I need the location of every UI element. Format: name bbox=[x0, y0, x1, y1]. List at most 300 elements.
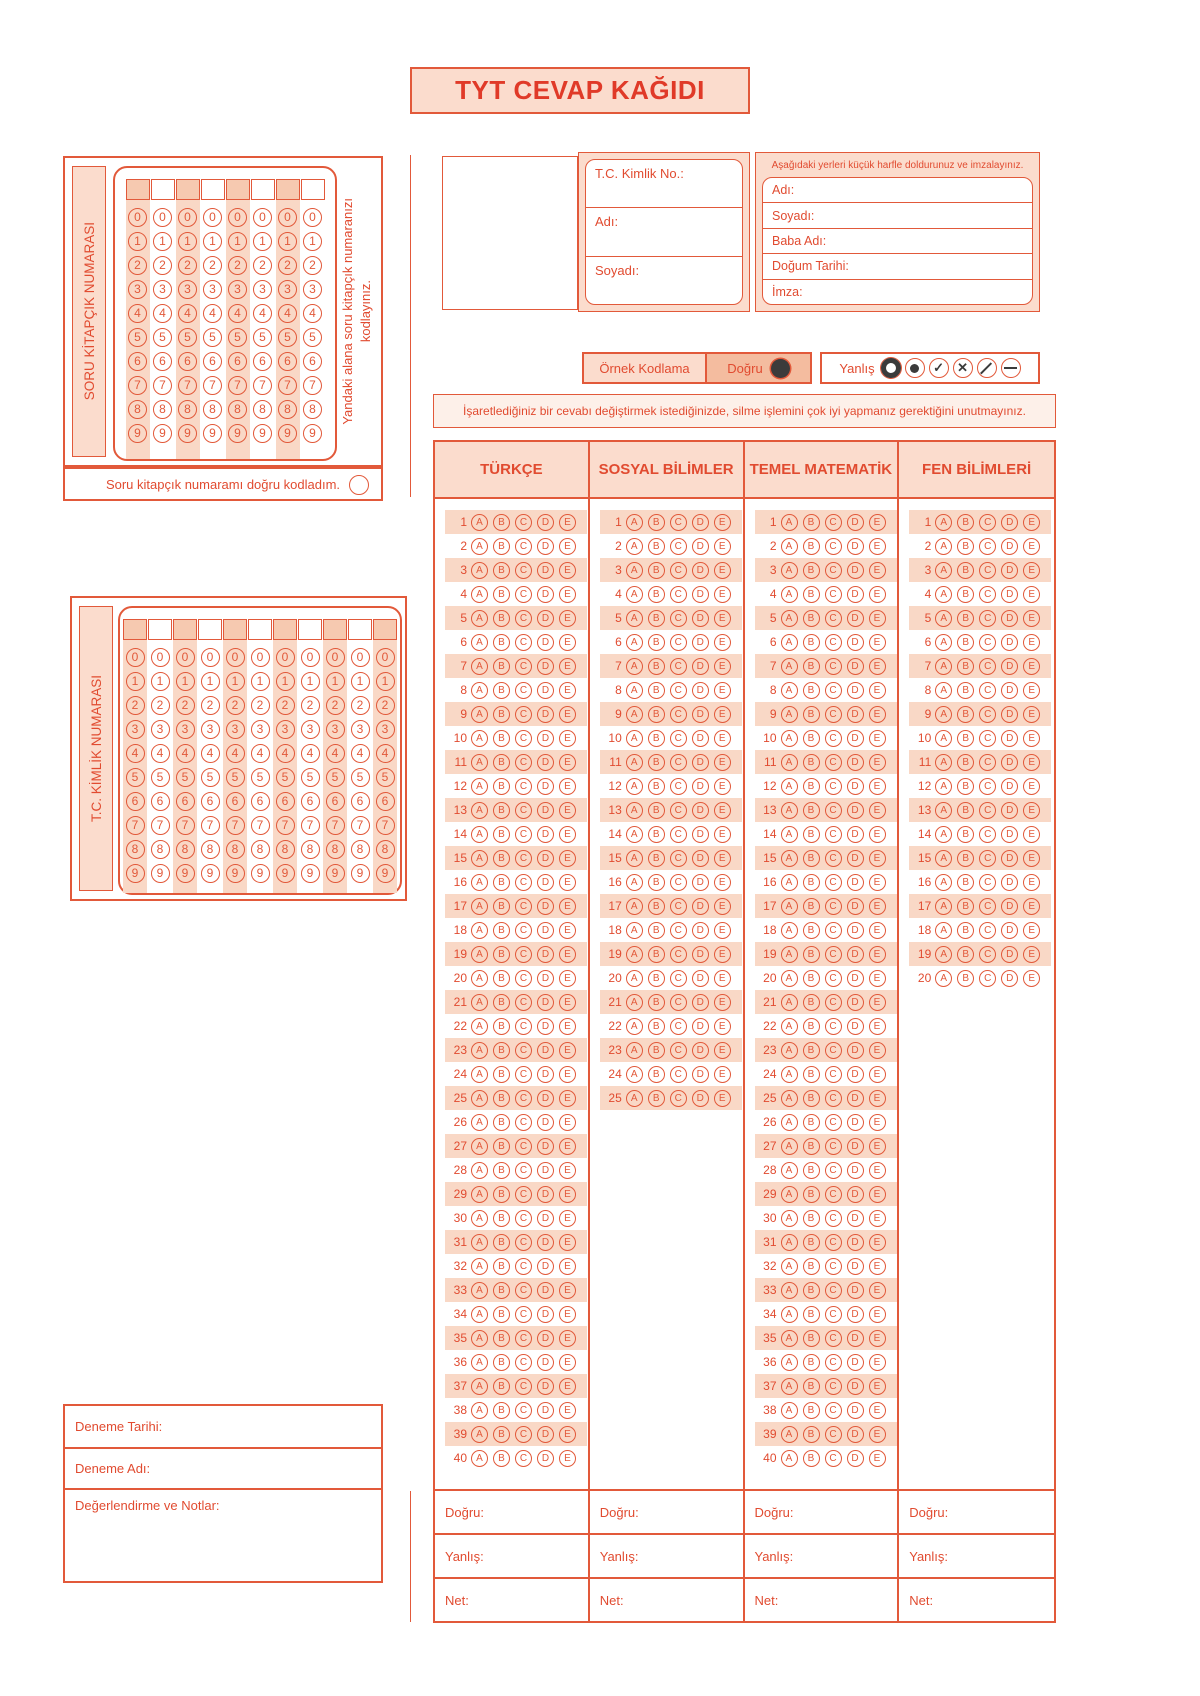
identity-digit-bubble-3[interactable]: 3 bbox=[176, 720, 195, 739]
option-bubble-e[interactable]: E bbox=[1023, 778, 1040, 795]
option-bubble-b[interactable]: B bbox=[803, 1450, 820, 1467]
option-bubble-a[interactable]: A bbox=[781, 1210, 798, 1227]
option-bubble-c[interactable]: C bbox=[825, 610, 842, 627]
option-bubble-e[interactable]: E bbox=[559, 682, 576, 699]
option-bubble-d[interactable]: D bbox=[537, 682, 554, 699]
option-bubble-c[interactable]: C bbox=[515, 1450, 532, 1467]
option-bubble-a[interactable]: A bbox=[471, 1066, 488, 1083]
option-bubble-c[interactable]: C bbox=[515, 1186, 532, 1203]
option-bubble-b[interactable]: B bbox=[493, 754, 510, 771]
option-bubble-b[interactable]: B bbox=[957, 898, 974, 915]
booklet-digit-bubble-0[interactable]: 0 bbox=[128, 208, 147, 227]
option-bubble-e[interactable]: E bbox=[869, 1378, 886, 1395]
option-bubble-d[interactable]: D bbox=[537, 874, 554, 891]
option-bubble-b[interactable]: B bbox=[493, 1450, 510, 1467]
identity-digit-bubble-7[interactable]: 7 bbox=[276, 816, 295, 835]
booklet-digit-bubble-0[interactable]: 0 bbox=[303, 208, 322, 227]
option-bubble-c[interactable]: C bbox=[515, 1378, 532, 1395]
option-bubble-d[interactable]: D bbox=[1001, 874, 1018, 891]
booklet-digit-bubble-9[interactable]: 9 bbox=[203, 424, 222, 443]
option-bubble-e[interactable]: E bbox=[869, 706, 886, 723]
option-bubble-e[interactable]: E bbox=[869, 634, 886, 651]
identity-digit-bubble-2[interactable]: 2 bbox=[351, 696, 370, 715]
option-bubble-a[interactable]: A bbox=[626, 682, 643, 699]
identity-digit-bubble-2[interactable]: 2 bbox=[201, 696, 220, 715]
option-bubble-b[interactable]: B bbox=[493, 682, 510, 699]
option-bubble-a[interactable]: A bbox=[626, 874, 643, 891]
option-bubble-e[interactable]: E bbox=[714, 514, 731, 531]
identity-digit-bubble-2[interactable]: 2 bbox=[251, 696, 270, 715]
option-bubble-e[interactable]: E bbox=[714, 658, 731, 675]
option-bubble-e[interactable]: E bbox=[559, 1354, 576, 1371]
identity-digit-bubble-3[interactable]: 3 bbox=[251, 720, 270, 739]
booklet-digit-bubble-5[interactable]: 5 bbox=[128, 328, 147, 347]
option-bubble-c[interactable]: C bbox=[979, 850, 996, 867]
booklet-digit-bubble-5[interactable]: 5 bbox=[253, 328, 272, 347]
option-bubble-d[interactable]: D bbox=[537, 586, 554, 603]
identity-digit-bubble-6[interactable]: 6 bbox=[176, 792, 195, 811]
option-bubble-b[interactable]: B bbox=[648, 754, 665, 771]
option-bubble-e[interactable]: E bbox=[714, 1090, 731, 1107]
option-bubble-c[interactable]: C bbox=[825, 946, 842, 963]
option-bubble-d[interactable]: D bbox=[847, 970, 864, 987]
option-bubble-c[interactable]: C bbox=[670, 922, 687, 939]
identity-digit-bubble-0[interactable]: 0 bbox=[276, 648, 295, 667]
option-bubble-c[interactable]: C bbox=[515, 1162, 532, 1179]
option-bubble-a[interactable]: A bbox=[935, 730, 952, 747]
option-bubble-b[interactable]: B bbox=[957, 658, 974, 675]
option-bubble-e[interactable]: E bbox=[559, 1426, 576, 1443]
option-bubble-b[interactable]: B bbox=[803, 682, 820, 699]
booklet-digit-bubble-2[interactable]: 2 bbox=[203, 256, 222, 275]
option-bubble-d[interactable]: D bbox=[1001, 778, 1018, 795]
option-bubble-b[interactable]: B bbox=[493, 970, 510, 987]
option-bubble-b[interactable]: B bbox=[493, 514, 510, 531]
option-bubble-b[interactable]: B bbox=[803, 1354, 820, 1371]
option-bubble-d[interactable]: D bbox=[847, 562, 864, 579]
option-bubble-d[interactable]: D bbox=[537, 850, 554, 867]
option-bubble-a[interactable]: A bbox=[781, 874, 798, 891]
option-bubble-a[interactable]: A bbox=[471, 706, 488, 723]
identity-digit-bubble-0[interactable]: 0 bbox=[176, 648, 195, 667]
option-bubble-d[interactable]: D bbox=[1001, 970, 1018, 987]
option-bubble-b[interactable]: B bbox=[803, 610, 820, 627]
option-bubble-c[interactable]: C bbox=[670, 778, 687, 795]
option-bubble-b[interactable]: B bbox=[648, 586, 665, 603]
option-bubble-d[interactable]: D bbox=[1001, 538, 1018, 555]
option-bubble-e[interactable]: E bbox=[559, 826, 576, 843]
booklet-digit-bubble-5[interactable]: 5 bbox=[303, 328, 322, 347]
identity-entry-box[interactable] bbox=[148, 619, 172, 640]
option-bubble-e[interactable]: E bbox=[714, 970, 731, 987]
option-bubble-c[interactable]: C bbox=[515, 874, 532, 891]
option-bubble-b[interactable]: B bbox=[493, 1042, 510, 1059]
booklet-digit-bubble-0[interactable]: 0 bbox=[228, 208, 247, 227]
option-bubble-d[interactable]: D bbox=[847, 1066, 864, 1083]
option-bubble-e[interactable]: E bbox=[869, 682, 886, 699]
option-bubble-b[interactable]: B bbox=[803, 826, 820, 843]
booklet-digit-bubble-4[interactable]: 4 bbox=[228, 304, 247, 323]
option-bubble-b[interactable]: B bbox=[957, 514, 974, 531]
identity-digit-bubble-1[interactable]: 1 bbox=[201, 672, 220, 691]
identity-entry-box[interactable] bbox=[198, 619, 222, 640]
option-bubble-d[interactable]: D bbox=[847, 898, 864, 915]
option-bubble-d[interactable]: D bbox=[537, 1354, 554, 1371]
booklet-digit-bubble-9[interactable]: 9 bbox=[153, 424, 172, 443]
identity-digit-bubble-6[interactable]: 6 bbox=[251, 792, 270, 811]
option-bubble-d[interactable]: D bbox=[537, 1450, 554, 1467]
booklet-digit-bubble-1[interactable]: 1 bbox=[303, 232, 322, 251]
option-bubble-e[interactable]: E bbox=[559, 1114, 576, 1131]
option-bubble-d[interactable]: D bbox=[847, 850, 864, 867]
option-bubble-e[interactable]: E bbox=[559, 1042, 576, 1059]
option-bubble-e[interactable]: E bbox=[869, 1186, 886, 1203]
option-bubble-c[interactable]: C bbox=[825, 1234, 842, 1251]
option-bubble-b[interactable]: B bbox=[803, 1306, 820, 1323]
identity-entry-box[interactable] bbox=[273, 619, 297, 640]
option-bubble-e[interactable]: E bbox=[869, 922, 886, 939]
option-bubble-e[interactable]: E bbox=[1023, 706, 1040, 723]
option-bubble-d[interactable]: D bbox=[537, 706, 554, 723]
option-bubble-e[interactable]: E bbox=[559, 754, 576, 771]
option-bubble-e[interactable]: E bbox=[559, 874, 576, 891]
option-bubble-b[interactable]: B bbox=[648, 682, 665, 699]
option-bubble-c[interactable]: C bbox=[825, 826, 842, 843]
option-bubble-e[interactable]: E bbox=[714, 1018, 731, 1035]
option-bubble-d[interactable]: D bbox=[847, 1090, 864, 1107]
option-bubble-d[interactable]: D bbox=[537, 1306, 554, 1323]
option-bubble-c[interactable]: C bbox=[670, 946, 687, 963]
identity-digit-bubble-1[interactable]: 1 bbox=[376, 672, 395, 691]
option-bubble-a[interactable]: A bbox=[781, 634, 798, 651]
option-bubble-e[interactable]: E bbox=[869, 994, 886, 1011]
option-bubble-d[interactable]: D bbox=[692, 994, 709, 1011]
option-bubble-e[interactable]: E bbox=[714, 994, 731, 1011]
option-bubble-e[interactable]: E bbox=[559, 1186, 576, 1203]
option-bubble-c[interactable]: C bbox=[670, 538, 687, 555]
identity-digit-bubble-4[interactable]: 4 bbox=[226, 744, 245, 763]
option-bubble-e[interactable]: E bbox=[559, 586, 576, 603]
option-bubble-a[interactable]: A bbox=[935, 922, 952, 939]
booklet-digit-bubble-7[interactable]: 7 bbox=[278, 376, 297, 395]
option-bubble-e[interactable]: E bbox=[869, 1330, 886, 1347]
option-bubble-a[interactable]: A bbox=[471, 922, 488, 939]
option-bubble-a[interactable]: A bbox=[935, 586, 952, 603]
option-bubble-a[interactable]: A bbox=[781, 1234, 798, 1251]
option-bubble-e[interactable]: E bbox=[1023, 514, 1040, 531]
option-bubble-c[interactable]: C bbox=[979, 706, 996, 723]
option-bubble-b[interactable]: B bbox=[493, 634, 510, 651]
identity-digit-bubble-1[interactable]: 1 bbox=[326, 672, 345, 691]
option-bubble-e[interactable]: E bbox=[714, 802, 731, 819]
booklet-digit-bubble-4[interactable]: 4 bbox=[278, 304, 297, 323]
option-bubble-d[interactable]: D bbox=[847, 682, 864, 699]
identity-digit-bubble-8[interactable]: 8 bbox=[276, 840, 295, 859]
option-bubble-e[interactable]: E bbox=[869, 1066, 886, 1083]
option-bubble-a[interactable]: A bbox=[781, 946, 798, 963]
option-bubble-a[interactable]: A bbox=[935, 538, 952, 555]
identity-digit-bubble-6[interactable]: 6 bbox=[226, 792, 245, 811]
identity-digit-bubble-2[interactable]: 2 bbox=[376, 696, 395, 715]
identity-digit-bubble-0[interactable]: 0 bbox=[351, 648, 370, 667]
option-bubble-b[interactable]: B bbox=[957, 682, 974, 699]
booklet-digit-bubble-8[interactable]: 8 bbox=[228, 400, 247, 419]
option-bubble-a[interactable]: A bbox=[471, 1426, 488, 1443]
option-bubble-c[interactable]: C bbox=[515, 658, 532, 675]
option-bubble-e[interactable]: E bbox=[1023, 538, 1040, 555]
identity-digit-bubble-2[interactable]: 2 bbox=[126, 696, 145, 715]
option-bubble-e[interactable]: E bbox=[869, 1426, 886, 1443]
option-bubble-c[interactable]: C bbox=[979, 802, 996, 819]
option-bubble-a[interactable]: A bbox=[935, 610, 952, 627]
option-bubble-c[interactable]: C bbox=[515, 850, 532, 867]
booklet-digit-bubble-2[interactable]: 2 bbox=[303, 256, 322, 275]
option-bubble-e[interactable]: E bbox=[869, 1210, 886, 1227]
option-bubble-a[interactable]: A bbox=[781, 850, 798, 867]
identity-digit-bubble-7[interactable]: 7 bbox=[126, 816, 145, 835]
option-bubble-a[interactable]: A bbox=[471, 1186, 488, 1203]
option-bubble-d[interactable]: D bbox=[847, 922, 864, 939]
option-bubble-c[interactable]: C bbox=[825, 1114, 842, 1131]
booklet-digit-bubble-9[interactable]: 9 bbox=[128, 424, 147, 443]
option-bubble-d[interactable]: D bbox=[537, 898, 554, 915]
booklet-digit-bubble-2[interactable]: 2 bbox=[253, 256, 272, 275]
option-bubble-d[interactable]: D bbox=[847, 1234, 864, 1251]
option-bubble-c[interactable]: C bbox=[670, 682, 687, 699]
option-bubble-a[interactable]: A bbox=[935, 970, 952, 987]
option-bubble-b[interactable]: B bbox=[803, 994, 820, 1011]
option-bubble-e[interactable]: E bbox=[869, 1090, 886, 1107]
option-bubble-a[interactable]: A bbox=[471, 562, 488, 579]
option-bubble-c[interactable]: C bbox=[670, 706, 687, 723]
option-bubble-b[interactable]: B bbox=[648, 1018, 665, 1035]
option-bubble-c[interactable]: C bbox=[670, 658, 687, 675]
identity-digit-bubble-6[interactable]: 6 bbox=[351, 792, 370, 811]
option-bubble-e[interactable]: E bbox=[559, 1450, 576, 1467]
option-bubble-b[interactable]: B bbox=[803, 1234, 820, 1251]
option-bubble-b[interactable]: B bbox=[648, 538, 665, 555]
identity-digit-bubble-7[interactable]: 7 bbox=[376, 816, 395, 835]
option-bubble-c[interactable]: C bbox=[515, 538, 532, 555]
booklet-digit-bubble-9[interactable]: 9 bbox=[303, 424, 322, 443]
option-bubble-c[interactable]: C bbox=[825, 1138, 842, 1155]
identity-digit-bubble-0[interactable]: 0 bbox=[201, 648, 220, 667]
option-bubble-d[interactable]: D bbox=[537, 1042, 554, 1059]
option-bubble-e[interactable]: E bbox=[869, 514, 886, 531]
booklet-entry-box[interactable] bbox=[176, 179, 200, 200]
option-bubble-e[interactable]: E bbox=[869, 1114, 886, 1131]
option-bubble-c[interactable]: C bbox=[670, 634, 687, 651]
option-bubble-c[interactable]: C bbox=[825, 1450, 842, 1467]
option-bubble-e[interactable]: E bbox=[869, 1234, 886, 1251]
identity-digit-bubble-9[interactable]: 9 bbox=[276, 864, 295, 883]
option-bubble-b[interactable]: B bbox=[493, 1066, 510, 1083]
option-bubble-b[interactable]: B bbox=[648, 850, 665, 867]
booklet-digit-bubble-7[interactable]: 7 bbox=[178, 376, 197, 395]
option-bubble-e[interactable]: E bbox=[559, 1378, 576, 1395]
option-bubble-c[interactable]: C bbox=[670, 850, 687, 867]
option-bubble-a[interactable]: A bbox=[626, 970, 643, 987]
option-bubble-c[interactable]: C bbox=[979, 922, 996, 939]
option-bubble-d[interactable]: D bbox=[537, 1162, 554, 1179]
option-bubble-c[interactable]: C bbox=[670, 802, 687, 819]
option-bubble-d[interactable]: D bbox=[537, 1234, 554, 1251]
option-bubble-b[interactable]: B bbox=[493, 706, 510, 723]
identity-digit-bubble-1[interactable]: 1 bbox=[276, 672, 295, 691]
booklet-entry-box[interactable] bbox=[201, 179, 225, 200]
option-bubble-a[interactable]: A bbox=[471, 1306, 488, 1323]
option-bubble-a[interactable]: A bbox=[781, 970, 798, 987]
option-bubble-c[interactable]: C bbox=[515, 1018, 532, 1035]
option-bubble-b[interactable]: B bbox=[493, 946, 510, 963]
identity-digit-bubble-8[interactable]: 8 bbox=[351, 840, 370, 859]
option-bubble-a[interactable]: A bbox=[781, 610, 798, 627]
option-bubble-c[interactable]: C bbox=[979, 898, 996, 915]
option-bubble-c[interactable]: C bbox=[825, 634, 842, 651]
booklet-digit-bubble-6[interactable]: 6 bbox=[278, 352, 297, 371]
option-bubble-a[interactable]: A bbox=[781, 802, 798, 819]
booklet-digit-bubble-7[interactable]: 7 bbox=[128, 376, 147, 395]
booklet-digit-bubble-5[interactable]: 5 bbox=[178, 328, 197, 347]
booklet-entry-box[interactable] bbox=[301, 179, 325, 200]
option-bubble-b[interactable]: B bbox=[493, 1186, 510, 1203]
option-bubble-e[interactable]: E bbox=[714, 1042, 731, 1059]
identity-digit-bubble-6[interactable]: 6 bbox=[376, 792, 395, 811]
option-bubble-e[interactable]: E bbox=[559, 562, 576, 579]
option-bubble-e[interactable]: E bbox=[714, 850, 731, 867]
option-bubble-c[interactable]: C bbox=[515, 922, 532, 939]
booklet-digit-bubble-7[interactable]: 7 bbox=[303, 376, 322, 395]
option-bubble-c[interactable]: C bbox=[825, 1210, 842, 1227]
booklet-digit-bubble-2[interactable]: 2 bbox=[128, 256, 147, 275]
option-bubble-a[interactable]: A bbox=[935, 562, 952, 579]
option-bubble-e[interactable]: E bbox=[869, 610, 886, 627]
option-bubble-d[interactable]: D bbox=[847, 946, 864, 963]
option-bubble-c[interactable]: C bbox=[825, 682, 842, 699]
option-bubble-c[interactable]: C bbox=[670, 514, 687, 531]
option-bubble-e[interactable]: E bbox=[559, 1018, 576, 1035]
option-bubble-c[interactable]: C bbox=[670, 1042, 687, 1059]
identity-digit-bubble-5[interactable]: 5 bbox=[126, 768, 145, 787]
booklet-digit-bubble-1[interactable]: 1 bbox=[153, 232, 172, 251]
option-bubble-e[interactable]: E bbox=[869, 778, 886, 795]
option-bubble-b[interactable]: B bbox=[803, 658, 820, 675]
option-bubble-d[interactable]: D bbox=[537, 1018, 554, 1035]
option-bubble-d[interactable]: D bbox=[1001, 514, 1018, 531]
booklet-digit-bubble-7[interactable]: 7 bbox=[253, 376, 272, 395]
option-bubble-d[interactable]: D bbox=[847, 538, 864, 555]
option-bubble-c[interactable]: C bbox=[515, 994, 532, 1011]
option-bubble-a[interactable]: A bbox=[781, 1090, 798, 1107]
option-bubble-e[interactable]: E bbox=[559, 514, 576, 531]
option-bubble-e[interactable]: E bbox=[559, 922, 576, 939]
option-bubble-e[interactable]: E bbox=[559, 778, 576, 795]
option-bubble-a[interactable]: A bbox=[471, 634, 488, 651]
option-bubble-c[interactable]: C bbox=[515, 730, 532, 747]
booklet-digit-bubble-6[interactable]: 6 bbox=[178, 352, 197, 371]
option-bubble-d[interactable]: D bbox=[692, 682, 709, 699]
option-bubble-b[interactable]: B bbox=[648, 634, 665, 651]
option-bubble-d[interactable]: D bbox=[537, 1138, 554, 1155]
option-bubble-b[interactable]: B bbox=[648, 970, 665, 987]
option-bubble-a[interactable]: A bbox=[781, 1162, 798, 1179]
option-bubble-c[interactable]: C bbox=[515, 610, 532, 627]
option-bubble-d[interactable]: D bbox=[692, 802, 709, 819]
option-bubble-a[interactable]: A bbox=[781, 658, 798, 675]
option-bubble-c[interactable]: C bbox=[670, 994, 687, 1011]
identity-digit-bubble-1[interactable]: 1 bbox=[301, 672, 320, 691]
identity-digit-bubble-6[interactable]: 6 bbox=[126, 792, 145, 811]
option-bubble-b[interactable]: B bbox=[493, 1138, 510, 1155]
option-bubble-c[interactable]: C bbox=[825, 1090, 842, 1107]
option-bubble-d[interactable]: D bbox=[1001, 586, 1018, 603]
option-bubble-b[interactable]: B bbox=[957, 586, 974, 603]
booklet-digit-bubble-1[interactable]: 1 bbox=[128, 232, 147, 251]
option-bubble-c[interactable]: C bbox=[515, 946, 532, 963]
option-bubble-b[interactable]: B bbox=[803, 1066, 820, 1083]
option-bubble-a[interactable]: A bbox=[935, 898, 952, 915]
option-bubble-b[interactable]: B bbox=[803, 586, 820, 603]
identity-entry-box[interactable] bbox=[123, 619, 147, 640]
option-bubble-d[interactable]: D bbox=[692, 538, 709, 555]
option-bubble-a[interactable]: A bbox=[781, 682, 798, 699]
option-bubble-b[interactable]: B bbox=[803, 802, 820, 819]
option-bubble-d[interactable]: D bbox=[692, 658, 709, 675]
option-bubble-c[interactable]: C bbox=[515, 1402, 532, 1419]
option-bubble-e[interactable]: E bbox=[559, 1258, 576, 1275]
option-bubble-a[interactable]: A bbox=[781, 1450, 798, 1467]
option-bubble-a[interactable]: A bbox=[471, 1282, 488, 1299]
option-bubble-e[interactable]: E bbox=[559, 850, 576, 867]
option-bubble-e[interactable]: E bbox=[869, 1306, 886, 1323]
option-bubble-a[interactable]: A bbox=[781, 1306, 798, 1323]
option-bubble-a[interactable]: A bbox=[781, 1066, 798, 1083]
option-bubble-d[interactable]: D bbox=[537, 1282, 554, 1299]
booklet-digit-bubble-9[interactable]: 9 bbox=[253, 424, 272, 443]
identity-digit-bubble-2[interactable]: 2 bbox=[301, 696, 320, 715]
option-bubble-a[interactable]: A bbox=[935, 778, 952, 795]
option-bubble-d[interactable]: D bbox=[537, 634, 554, 651]
option-bubble-b[interactable]: B bbox=[648, 514, 665, 531]
option-bubble-e[interactable]: E bbox=[559, 1162, 576, 1179]
option-bubble-e[interactable]: E bbox=[869, 1282, 886, 1299]
option-bubble-c[interactable]: C bbox=[979, 826, 996, 843]
identity-digit-bubble-7[interactable]: 7 bbox=[351, 816, 370, 835]
option-bubble-b[interactable]: B bbox=[493, 850, 510, 867]
booklet-digit-bubble-5[interactable]: 5 bbox=[228, 328, 247, 347]
option-bubble-a[interactable]: A bbox=[471, 850, 488, 867]
option-bubble-d[interactable]: D bbox=[1001, 658, 1018, 675]
option-bubble-d[interactable]: D bbox=[847, 874, 864, 891]
identity-digit-bubble-4[interactable]: 4 bbox=[251, 744, 270, 763]
option-bubble-c[interactable]: C bbox=[825, 1162, 842, 1179]
identity-digit-bubble-7[interactable]: 7 bbox=[226, 816, 245, 835]
option-bubble-b[interactable]: B bbox=[957, 874, 974, 891]
option-bubble-e[interactable]: E bbox=[714, 946, 731, 963]
option-bubble-e[interactable]: E bbox=[869, 970, 886, 987]
option-bubble-b[interactable]: B bbox=[957, 610, 974, 627]
option-bubble-a[interactable]: A bbox=[781, 826, 798, 843]
option-bubble-b[interactable]: B bbox=[493, 1234, 510, 1251]
option-bubble-d[interactable]: D bbox=[537, 994, 554, 1011]
option-bubble-d[interactable]: D bbox=[847, 514, 864, 531]
booklet-entry-box[interactable] bbox=[226, 179, 250, 200]
option-bubble-e[interactable]: E bbox=[869, 1354, 886, 1371]
booklet-digit-bubble-5[interactable]: 5 bbox=[203, 328, 222, 347]
option-bubble-d[interactable]: D bbox=[847, 658, 864, 675]
option-bubble-e[interactable]: E bbox=[869, 898, 886, 915]
booklet-digit-bubble-4[interactable]: 4 bbox=[253, 304, 272, 323]
